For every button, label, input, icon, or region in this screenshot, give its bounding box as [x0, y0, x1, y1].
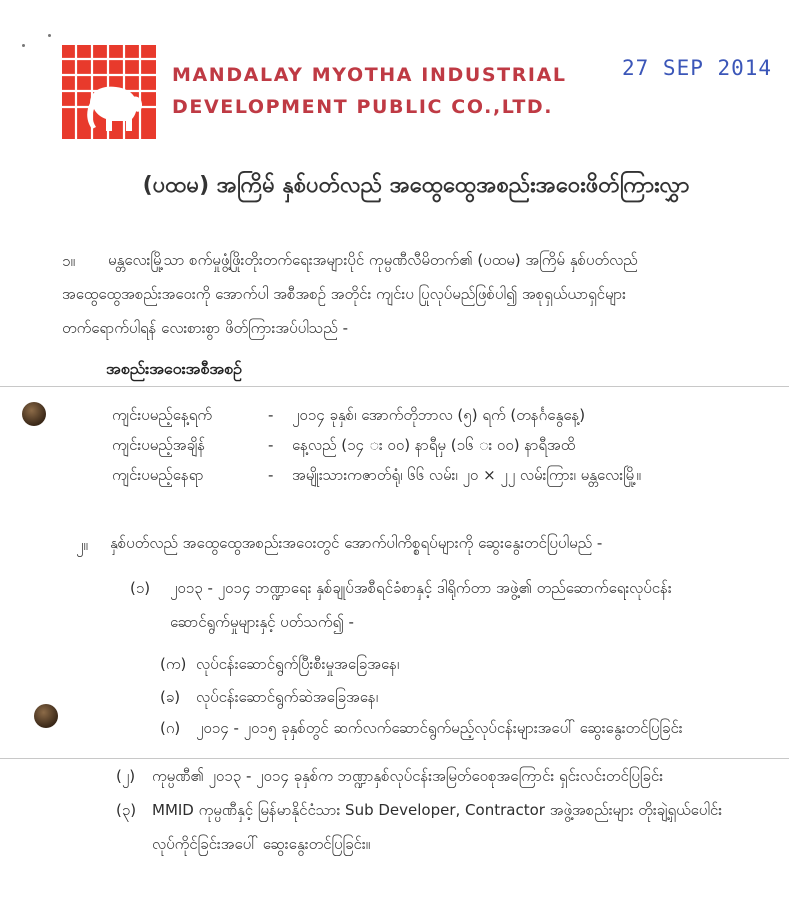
- para2-number: ၂။: [76, 536, 88, 554]
- date-stamp: 27 SEP 2014: [622, 56, 773, 80]
- para1-number: ၁။: [62, 252, 75, 270]
- company-logo: [62, 45, 156, 139]
- subitem-ka-number: (က): [160, 655, 187, 673]
- item3-line1: MMID ကုမ္ပဏီနှင့် မြန်မာနိုင်ငံသား Sub Developer, Contractor အဖွဲ့အစည်းများ တိုးချဲ့ရှယ်ပေါင်း: [152, 801, 723, 819]
- item1-line2: ဆောင်ရွက်မှုများနှင့် ပတ်သက်၍ -: [170, 613, 354, 631]
- subitem-ga-number: (ဂ): [160, 719, 181, 737]
- company-name-line1: MANDALAY MYOTHA INDUSTRIAL: [172, 64, 567, 86]
- item3-number: (၃): [116, 801, 137, 819]
- schedule-time-value: နေ့လည် (၁၄ း ၀၀) နာရီမှ (၁၆ း ၀၀) နာရီအထိ: [292, 436, 576, 454]
- schedule-date-dash: -: [268, 406, 274, 424]
- company-name-line2: DEVELOPMENT PUBLIC CO.,LTD.: [172, 96, 554, 118]
- item1-number: (၁): [130, 579, 151, 597]
- item2-text: ကုမ္ပဏီ၏ ၂၀၁၃ - ၂၀၁၄ ခုနှစ်က ဘဏ္ဍာနှစ်လုပ်ငန်းအမြတ်ဝေစုအကြောင်း ရှင်းလင်းတင်ပြခြင်း: [152, 767, 664, 785]
- para1-line1: မန္တလေးမြို့သာ စက်မှုဖွံ့ဖြိုးတိုးတက်ရေးအများပိုင် ကုမ္ပဏီလီမိတက်၏ (ပထမ) အကြိမ် နှစ်ပတ်လည်: [108, 251, 638, 269]
- scan-fold-line: [0, 758, 789, 759]
- schedule-date-label: ကျင်းပမည့်နေ့ရက်: [112, 406, 213, 424]
- scan-speck: [22, 44, 25, 47]
- subitem-kha-number: (ခ): [160, 688, 181, 706]
- schedule-time-dash: -: [268, 436, 274, 454]
- punch-hole: [22, 402, 46, 426]
- schedule-heading: အစည်းအဝေးအစီအစဉ်: [106, 359, 242, 378]
- para1-line3: တက်ရောက်ပါရန် လေးစားစွာ ဖိတ်ကြားအပ်ပါသည် -: [62, 319, 348, 337]
- document-title: (ပထမ) အကြိမ် နှစ်ပတ်လည် အထွေထွေအစည်းအဝေးဖိတ်ကြားလွှာ: [142, 173, 690, 198]
- para2-line1: နှစ်ပတ်လည် အထွေထွေအစည်းအဝေးတွင် အောက်ပါကိစ္စရပ်များကို ဆွေးနွေးတင်ပြပါမည် -: [110, 534, 603, 552]
- schedule-venue-value: အမျိုးသားကဇာတ်ရုံ၊ ၆၆ လမ်း၊ ၂၀ × ၂၂ လမ်းကြား၊ မန္တလေးမြို့။: [292, 466, 641, 484]
- scan-fold-line: [0, 386, 789, 387]
- item1-line1: ၂၀၁၃ - ၂၀၁၄ ဘဏ္ဍာရေး နှစ်ချုပ်အစီရင်ခံစာနှင့် ဒါရိုက်တာ အဖွဲ့၏ တည်ဆောက်ရေးလုပ်ငန်း: [170, 579, 672, 597]
- punch-hole: [34, 704, 58, 728]
- scan-speck: [48, 34, 51, 37]
- schedule-venue-label: ကျင်းပမည့်နေရာ: [112, 466, 204, 484]
- para1-line2: အထွေထွေအစည်းအဝေးကို အောက်ပါ အစီအစဉ် အတိုင်း ကျင်းပ ပြုလုပ်မည်ဖြစ်ပါ၍ အစုရှယ်ယာရှင်များ: [62, 285, 626, 303]
- schedule-venue-dash: -: [268, 466, 274, 484]
- subitem-kha-text: လုပ်ငန်းဆောင်ရွက်ဆဲအခြေအနေ၊: [196, 688, 379, 706]
- schedule-date-value: ၂၀၁၄ ခုနှစ်၊ အောက်တိုဘာလ (၅) ရက် (တနင်္ဂနွေနေ့): [292, 406, 586, 424]
- schedule-time-label: ကျင်းပမည့်အချိန်: [112, 436, 206, 454]
- subitem-ka-text: လုပ်ငန်းဆောင်ရွက်ပြီးစီးမှုအခြေအနေ၊: [196, 655, 400, 673]
- item3-line2: လုပ်ကိုင်ခြင်းအပေါ် ဆွေးနွေးတင်ပြခြင်း။: [152, 835, 371, 853]
- subitem-ga-text: ၂၀၁၄ - ၂၀၁၅ ခုနှစ်တွင် ဆက်လက်ဆောင်ရွက်မည့်လုပ်ငန်းများအပေါ် ဆွေးနွေးတင်ပြခြင်း: [196, 719, 683, 737]
- item2-number: (၂): [116, 767, 136, 785]
